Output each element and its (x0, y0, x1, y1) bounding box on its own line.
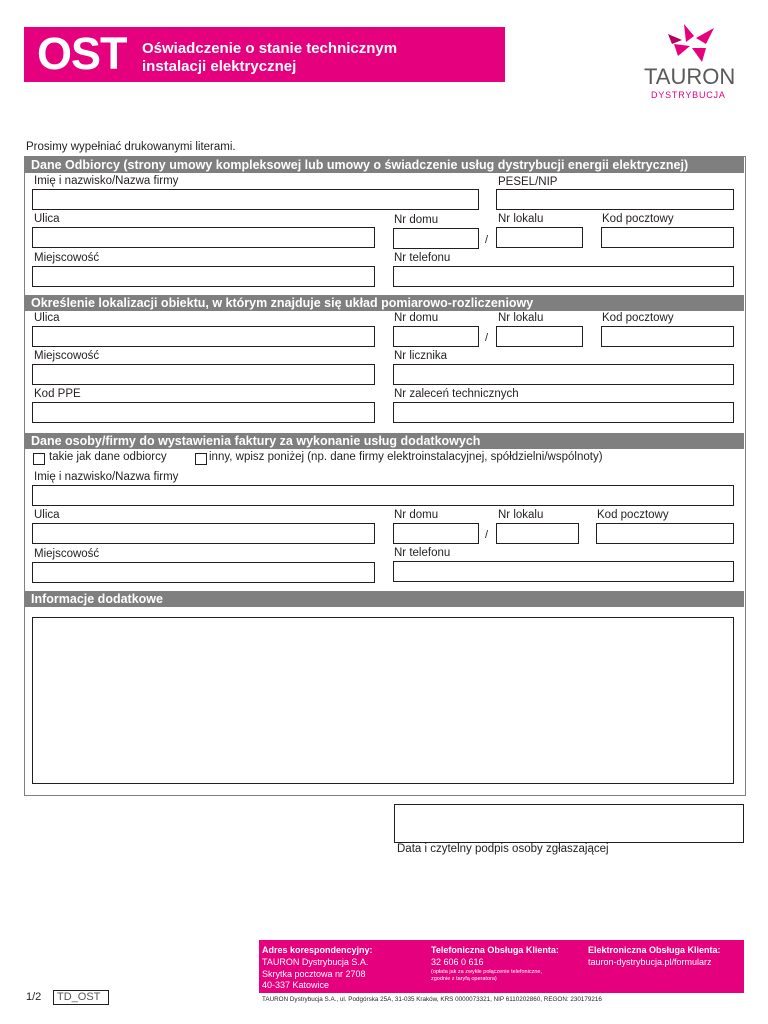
footer-contact-band (259, 940, 744, 993)
additional-info-textarea[interactable] (32, 617, 734, 784)
section-recipient-header: Dane Odbiorcy (strony umowy kompleksowej lub umowy o świadczenie usług dystrybucji energii elektrycznej) (25, 157, 744, 173)
invoice-postcode-field[interactable] (596, 523, 734, 544)
signature-label: Data i czytelny podpis osoby zgłaszającej (397, 843, 609, 855)
footer-address-line3: 40-337 Katowice (262, 980, 330, 990)
recipient-city-field[interactable] (32, 266, 375, 287)
invoice-city-field[interactable] (32, 562, 375, 583)
same-as-recipient-checkbox[interactable] (33, 453, 45, 465)
invoice-house-label: Nr domu (394, 509, 439, 521)
footer-address-line1: TAURON Dystrybucja S.A. (262, 957, 369, 967)
recipient-name-label: Imię i nazwisko/Nazwa firmy (34, 175, 179, 187)
section-location-header: Określenie lokalizacji obiektu, w którym znajduje się układ pomiarowo-rozliczeniowy (25, 295, 744, 311)
same-as-recipient-label: takie jak dane odbiorcy (49, 451, 167, 463)
fill-hint: Prosimy wypełniać drukowanymi literami. (26, 141, 236, 153)
location-separator: / (485, 332, 489, 344)
recipient-pesel-label: PESEL/NIP (498, 176, 558, 188)
recipient-flat-label: Nr lokalu (498, 213, 544, 225)
invoice-city-label: Miejscowość (34, 548, 100, 560)
footer-address-heading: Adres korespondencyjny: (262, 945, 373, 955)
location-flat-label: Nr lokalu (498, 312, 544, 324)
form-title (142, 40, 442, 76)
recipient-house-field[interactable] (393, 228, 479, 249)
invoice-flat-field[interactable] (496, 523, 579, 544)
footer-phone-note1: (opłata jak za zwykłe połączenie telefoniczne, (431, 969, 542, 975)
location-street-label: Ulica (34, 312, 60, 324)
footer-online-link[interactable]: tauron-dystrybucja.pl/formularz (588, 957, 712, 967)
footer-phone-note2: zgodnie z taryfą operatora) (431, 976, 497, 982)
other-payer-label: inny, wpisz poniżej (np. dane firmy elektroinstalacyjnej, spółdzielni/wspólnoty) (209, 451, 603, 463)
house-flat-separator: / (485, 234, 489, 246)
page-number: 1/2 (26, 991, 42, 1003)
tauron-logo-icon (666, 22, 718, 66)
invoice-phone-field[interactable] (393, 561, 734, 582)
recipient-name-field[interactable] (32, 189, 479, 210)
invoice-street-field[interactable] (32, 523, 375, 544)
tech-conditions-label: Nr zaleceń technicznych (394, 388, 519, 400)
footer-online-heading: Elektroniczna Obsługa Klienta: (588, 945, 721, 955)
logo-wordmark: TAURON (644, 64, 736, 89)
footer-address-line2: Skrytka pocztowa nr 2708 (262, 969, 366, 979)
invoice-phone-label: Nr telefonu (394, 547, 451, 559)
footer-phone-number: 32 606 0 616 (431, 957, 484, 967)
recipient-pesel-field[interactable] (496, 189, 734, 210)
meter-number-field[interactable] (393, 364, 734, 385)
invoice-street-label: Ulica (34, 509, 60, 521)
recipient-postcode-label: Kod pocztowy (602, 213, 674, 225)
ppe-code-label: Kod PPE (34, 388, 81, 400)
tech-conditions-field[interactable] (393, 402, 734, 423)
form-code-box: TD_OST (53, 990, 109, 1005)
location-house-field[interactable] (393, 326, 479, 347)
form-title-line1: Oświadczenie o stanie technicznym (142, 40, 398, 57)
location-postcode-field[interactable] (601, 326, 734, 347)
footer-phone-heading: Telefoniczna Obsługa Klienta: (431, 945, 559, 955)
section-additional-header: Informacje dodatkowe (25, 591, 744, 607)
recipient-house-label: Nr domu (394, 214, 439, 226)
location-flat-field[interactable] (496, 326, 583, 347)
recipient-city-label: Miejscowość (34, 252, 100, 264)
form-title-line2: instalacji elektrycznej (142, 58, 297, 75)
location-city-label: Miejscowość (34, 350, 100, 362)
signature-field[interactable] (394, 804, 744, 843)
location-street-field[interactable] (32, 326, 375, 347)
recipient-phone-label: Nr telefonu (394, 252, 451, 264)
invoice-flat-label: Nr lokalu (498, 509, 544, 521)
location-postcode-label: Kod pocztowy (602, 312, 674, 324)
logo-subtitle: DYSTRYBUCJA (651, 90, 726, 100)
other-payer-checkbox[interactable] (195, 453, 207, 465)
invoice-house-field[interactable] (393, 523, 479, 544)
invoice-name-field[interactable] (32, 485, 734, 506)
meter-number-label: Nr licznika (394, 350, 448, 362)
recipient-phone-field[interactable] (393, 266, 734, 287)
location-city-field[interactable] (32, 364, 375, 385)
footer-legal-text: TAURON Dystrybucja S.A., ul. Podgórska 25A, 31-035 Kraków, KRS 0000073321, NIP 6110202860, REGON: 230179216 (262, 996, 602, 1003)
recipient-postcode-field[interactable] (601, 227, 734, 248)
invoice-name-label: Imię i nazwisko/Nazwa firmy (34, 471, 179, 483)
recipient-street-field[interactable] (32, 227, 375, 248)
invoice-separator: / (485, 529, 489, 541)
section-invoice-header: Dane osoby/firmy do wystawienia faktury za wykonanie usług dodatkowych (25, 433, 744, 449)
recipient-flat-field[interactable] (496, 227, 583, 248)
recipient-street-label: Ulica (34, 213, 60, 225)
location-house-label: Nr domu (394, 312, 439, 324)
ppe-code-field[interactable] (32, 402, 375, 423)
form-code-title: OST (37, 28, 127, 79)
invoice-postcode-label: Kod pocztowy (597, 509, 669, 521)
